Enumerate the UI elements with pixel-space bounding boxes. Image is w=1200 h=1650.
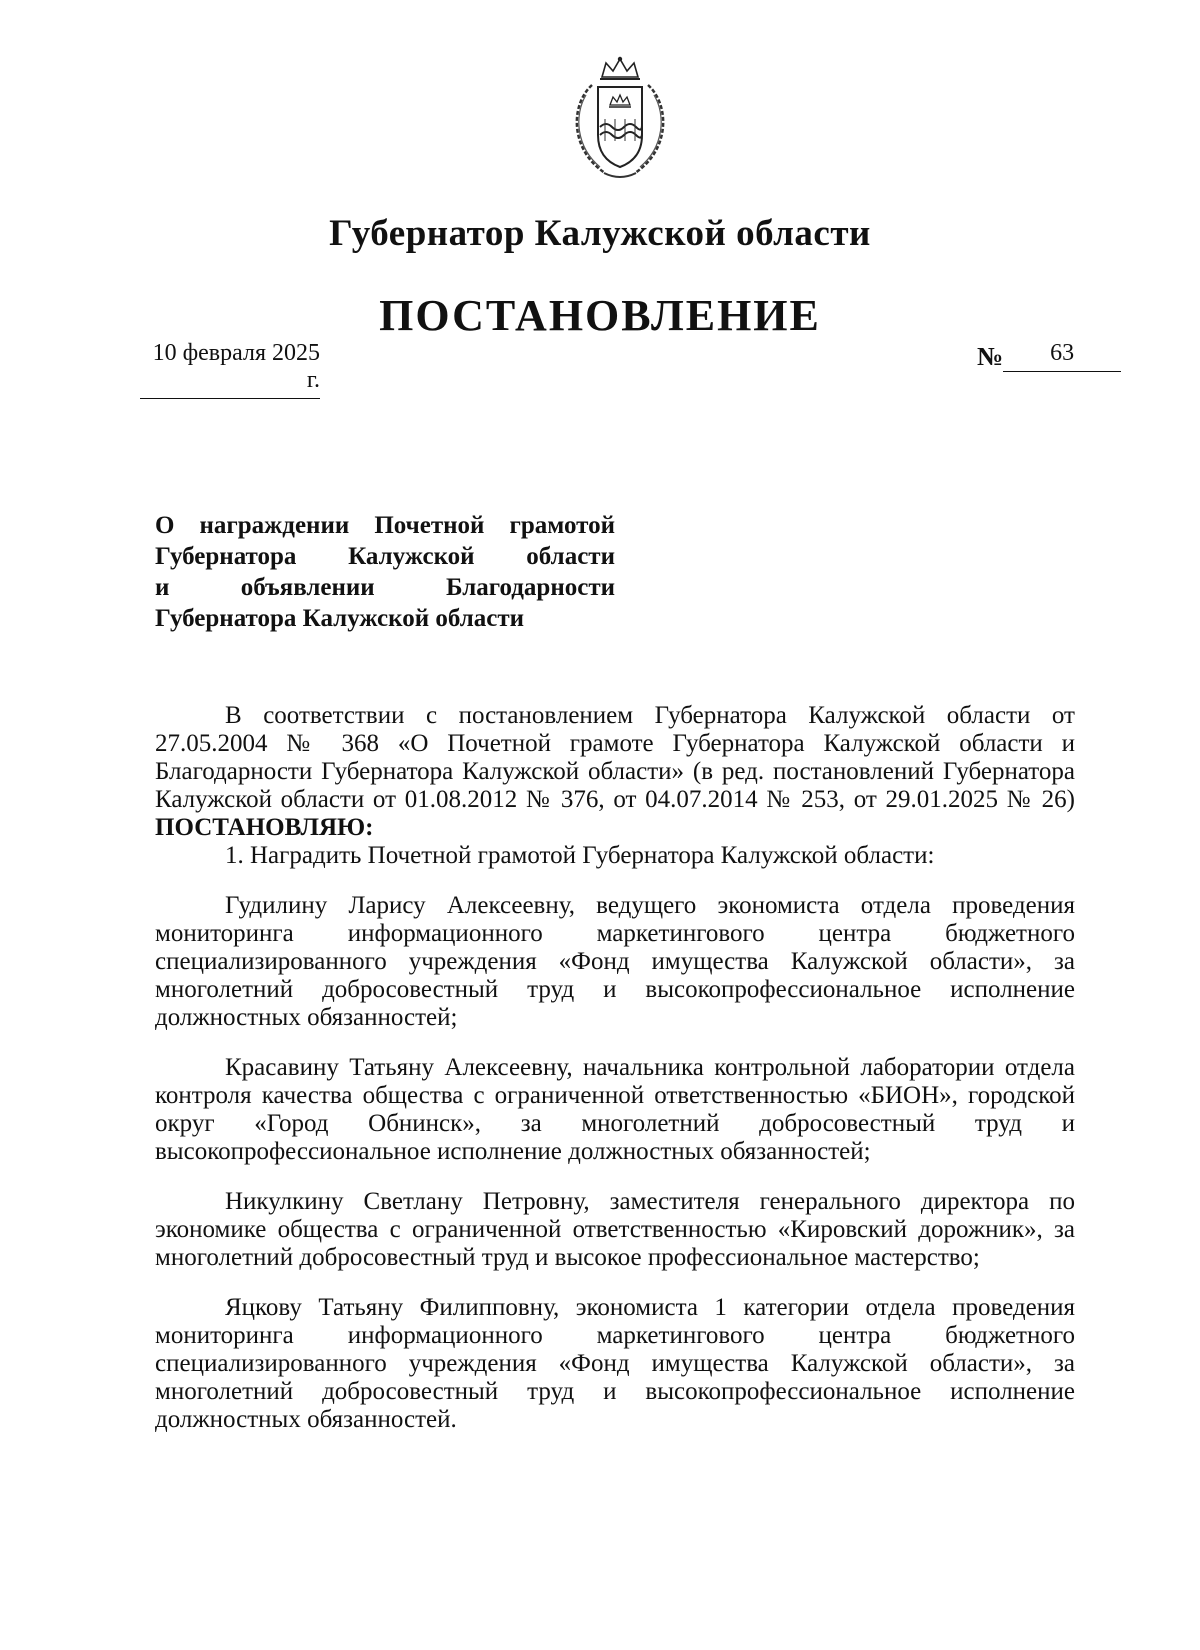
document-body (155, 702, 1075, 1434)
awardee-paragraph: Гудилину Ларису Алексеевну, ведущего экономиста отдела проведения мониторинга информационного маркетингового центра бюджетного специализированного учреждения «Фонд имущества Калужской области», за многолетний добросовестный труд и высокопрофессиональное исполнение должностных обязанностей; (155, 892, 1075, 1031)
item-1: 1. Наградить Почетной грамотой Губернатора Калужской области: (225, 842, 935, 869)
number-label: № (977, 342, 1004, 371)
awardee-paragraph: Никулкину Светлану Петровну, заместителя генерального директора по экономике общества с ограниченной ответственностью «Кировский дорожник», за многолетний добросовестный труд и высокое профессиональное мастерство; (155, 1188, 1075, 1271)
kaluga-coat-of-arms-icon (560, 55, 680, 185)
document-type-title: ПОСТАНОВЛЕНИЕ (379, 291, 821, 340)
issuing-authority: Губернатор Калужской области (329, 213, 871, 254)
subject-line: Губернатора Калужской области (155, 543, 615, 570)
awardee-paragraph: Яцкову Татьяну Филипповну, экономиста 1 категории отдела проведения мониторинга информационного маркетингового центра бюджетного специализированного учреждения «Фонд имущества Калужской области», за многолетний добросовестный труд и высокопрофессиональное исполнение должностных обязанностей. (155, 1294, 1075, 1433)
number-value: 63 (1003, 340, 1121, 372)
preamble-text: В соответствии с постановлением Губернатора Калужской области от 27.05.2004 № 368 «О Почетной грамоте Губернатора Калужской области и Благодарности Губернатора Калужской области» (в ред. постановлений Губернатора Калужской области от 01.08.2012 № 376, от 04.07.2014 № 253, от 29.01.2025 № 26) (155, 702, 1075, 813)
subject-line: и объявлении Благодарности (155, 574, 615, 601)
decree-word: ПОСТАНОВЛЯЮ: (155, 814, 374, 841)
document-date: 10 февраля 2025 г. (140, 340, 320, 399)
awardee-paragraph: Красавину Татьяну Алексеевну, начальника контрольной лаборатории отдела контроля качества общества с ограниченной ответственностью «БИОН», городской округ «Город Обнинск», за многолетний добросовестный труд и высокопрофессиональное исполнение должностных обязанностей; (155, 1054, 1075, 1165)
preamble-paragraph (155, 702, 1075, 842)
document-subject (155, 510, 615, 634)
subject-line: Губернатора Калужской области (155, 605, 525, 632)
subject-line: О награждении Почетной грамотой (155, 512, 615, 539)
document-number (977, 340, 1127, 372)
